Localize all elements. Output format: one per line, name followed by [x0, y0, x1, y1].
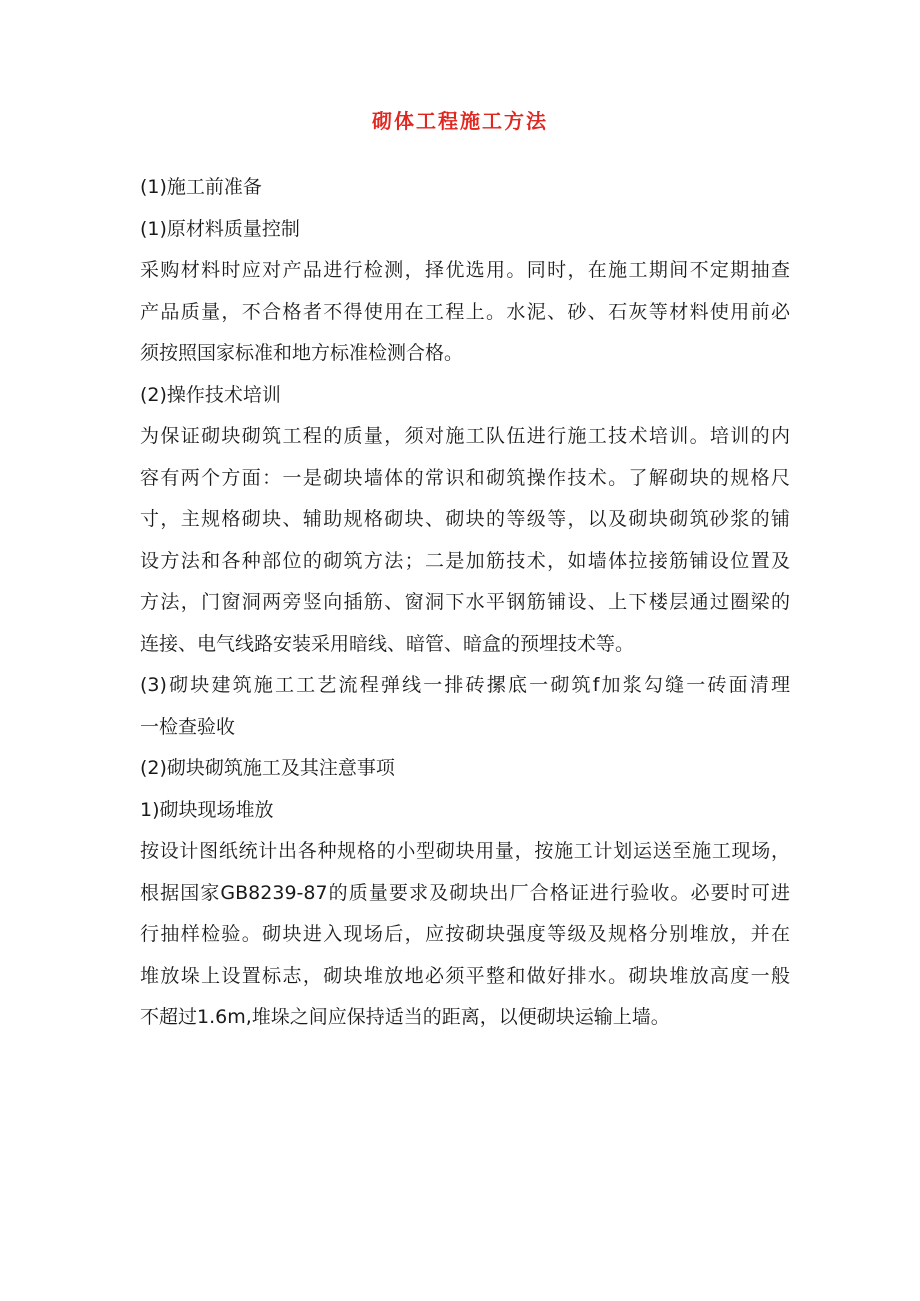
paragraph-line: 堆放垛上设置标志，砌块堆放地必须平整和做好排水。砌块堆放高度一般	[140, 964, 790, 987]
paragraph-line: 产品质量，不合格者不得使用在工程上。水泥、砂、石灰等材料使用前必	[140, 300, 790, 323]
paragraph-line: 一检查验收	[140, 715, 236, 738]
paragraph-line: 寸，主规格砌块、辅助规格砌块、砌块的等级等，以及砌块砌筑砂浆的铺	[140, 508, 790, 530]
section-heading: (1)施工前准备	[140, 176, 262, 198]
subsection-heading: (3)砌块建筑施工工艺流程弹线一排砖摞底一砌筑f加浆勾缝一砖面清理	[140, 674, 790, 696]
subsection-heading: 1)砌块现场堆放	[140, 798, 274, 821]
section-heading: (2)砌块砌筑施工及其注意事项	[140, 757, 395, 779]
paragraph-line: 行抽样检验。砌块进入现场后，应按砌块强度等级及规格分别堆放，并在	[140, 923, 790, 945]
paragraph-line: 为保证砌块砌筑工程的质量，须对施工队伍进行施工技术培训。培训的内	[140, 425, 790, 447]
paragraph-line: 须按照国家标准和地方标准检测合格。	[140, 342, 464, 364]
document-title: 砌体工程施工方法	[372, 109, 548, 133]
document-body	[140, 167, 790, 1039]
paragraph-line: 设方法和各种部位的砌筑方法；二是加筋技术，如墙体拉接筋铺设位置及	[140, 549, 790, 572]
paragraph-line: 容有两个方面：一是砌块墙体的常识和砌筑操作技术。了解砌块的规格尺	[140, 466, 790, 489]
paragraph-line: 按设计图纸统计出各种规格的小型砌块用量，按施工计划运送至施工现场，	[140, 840, 790, 862]
subsection-heading: (2)操作技术培训	[140, 383, 281, 406]
paragraph-line: 不超过1.6m,堆垛之间应保持适当的距离，以便砌块运输上墙。	[140, 1006, 670, 1028]
paragraph-line: 连接、电气线路安装采用暗线、暗管、暗盒的预埋技术等。	[140, 632, 635, 655]
paragraph-line: 方法，门窗洞两旁竖向插筋、窗洞下水平钢筋铺设、上下楼层通过圈梁的	[140, 591, 790, 613]
subsection-heading: (1)原材料质量控制	[140, 217, 300, 240]
paragraph-line: 采购材料时应对产品进行检测，择优选用。同时，在施工期间不定期抽查	[140, 259, 790, 281]
paragraph-line: 根据国家GB8239-87的质量要求及砌块出厂合格证进行验收。必要时可进	[140, 881, 790, 904]
